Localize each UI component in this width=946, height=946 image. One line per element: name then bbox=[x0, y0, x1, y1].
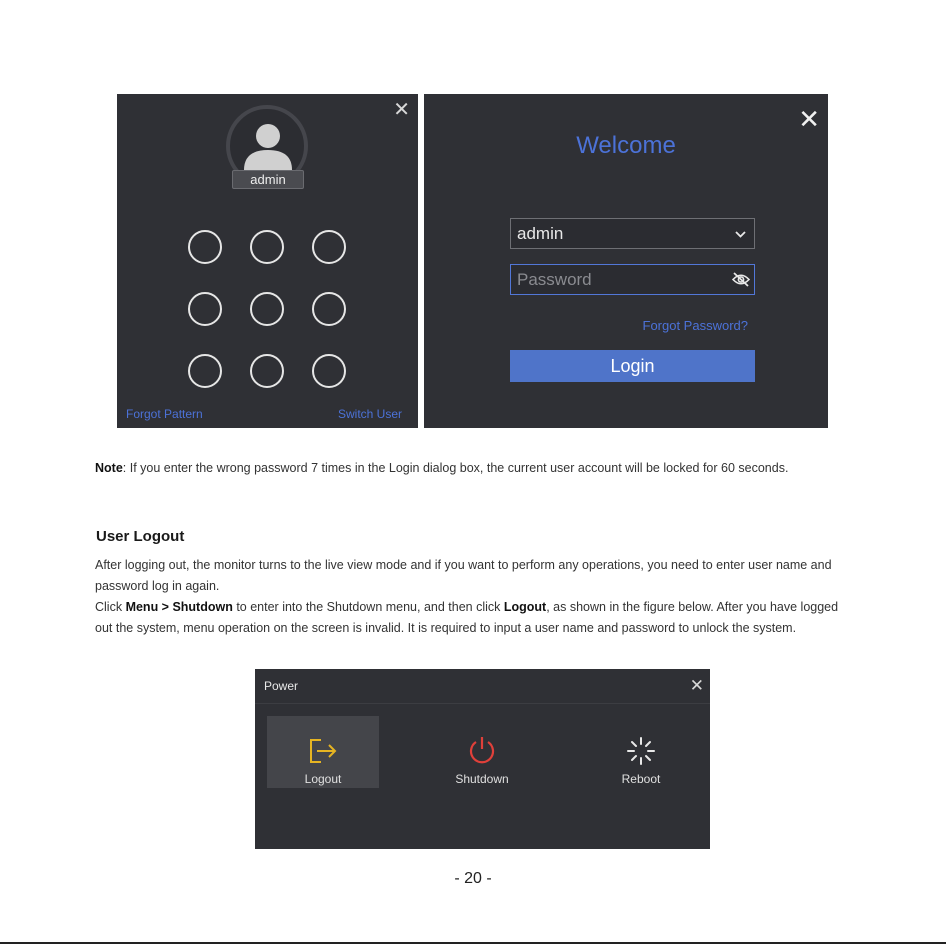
forgot-pattern-link[interactable]: Forgot Pattern bbox=[126, 407, 203, 421]
pattern-dot[interactable] bbox=[312, 292, 346, 326]
close-icon[interactable]: ✕ bbox=[393, 99, 410, 121]
logout-term: Logout bbox=[503, 600, 547, 614]
reboot-button[interactable] bbox=[585, 716, 697, 788]
logout-icon bbox=[308, 738, 338, 764]
switch-user-link[interactable]: Switch User bbox=[337, 407, 402, 421]
shutdown-button[interactable] bbox=[426, 716, 538, 788]
pattern-dot[interactable] bbox=[188, 230, 222, 264]
pattern-dot[interactable] bbox=[312, 230, 346, 264]
note-text: : If you enter the wrong password 7 times in the Login dialog box, the current user account will be locked for 60 seconds. bbox=[122, 461, 789, 475]
pattern-dot[interactable] bbox=[250, 354, 284, 388]
pattern-dot[interactable] bbox=[188, 354, 222, 388]
close-icon[interactable]: ✕ bbox=[798, 104, 820, 134]
reboot-label: Reboot bbox=[621, 772, 661, 786]
page-number: - 20 - bbox=[454, 870, 492, 887]
paragraph-text: Click bbox=[95, 600, 126, 614]
pattern-dot[interactable] bbox=[188, 292, 222, 326]
logout-paragraph-2 bbox=[95, 597, 855, 639]
welcome-title: Welcome bbox=[576, 132, 676, 159]
power-icon bbox=[467, 735, 497, 765]
pattern-dot[interactable] bbox=[312, 354, 346, 388]
paragraph-text: to enter into the Shutdown menu, and then click bbox=[232, 600, 504, 614]
divider bbox=[0, 942, 946, 944]
spinner-icon bbox=[626, 736, 656, 766]
power-dialog bbox=[255, 669, 710, 849]
logout-label: Logout bbox=[304, 772, 342, 786]
pattern-dot[interactable] bbox=[250, 292, 284, 326]
password-field[interactable] bbox=[510, 264, 755, 295]
chevron-down-icon bbox=[735, 231, 746, 238]
section-heading: User Logout bbox=[96, 528, 185, 545]
paragraph-text: , as shown in the figure below. After you have logged out the system, menu operation on the screen is invalid. It is required to input a user name and password to unlock the system. bbox=[95, 600, 839, 635]
dialog-title: Power bbox=[264, 679, 299, 693]
logout-button[interactable] bbox=[267, 716, 379, 788]
pattern-login-panel bbox=[117, 94, 418, 428]
dialog-title-bar bbox=[255, 669, 710, 704]
note-paragraph bbox=[95, 458, 825, 479]
password-placeholder: Password bbox=[517, 270, 592, 289]
menu-path: Menu > Shutdown bbox=[125, 600, 233, 614]
eye-off-icon[interactable] bbox=[732, 272, 750, 287]
shutdown-label: Shutdown bbox=[455, 772, 509, 786]
pattern-dot[interactable] bbox=[250, 230, 284, 264]
username-value: admin bbox=[517, 224, 564, 243]
forgot-password-link[interactable]: Forgot Password? bbox=[642, 318, 748, 333]
username-select[interactable] bbox=[510, 218, 755, 249]
close-icon[interactable]: ✕ bbox=[689, 676, 704, 695]
password-login-panel bbox=[424, 94, 828, 428]
username-label[interactable]: admin bbox=[232, 170, 304, 189]
login-button[interactable]: Login bbox=[510, 350, 755, 382]
user-silhouette-icon bbox=[241, 120, 295, 170]
note-label: Note bbox=[95, 461, 123, 475]
logout-paragraph-1: After logging out, the monitor turns to the live view mode and if you want to perform any operations, you need to enter user name and password log in again. bbox=[95, 558, 832, 593]
